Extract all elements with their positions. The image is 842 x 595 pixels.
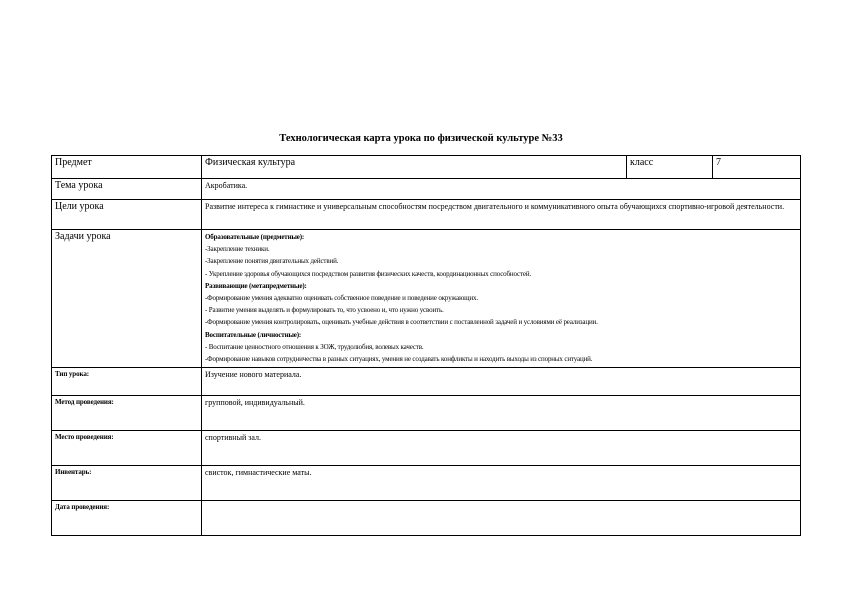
row-goals [52, 200, 801, 230]
tasks-item: -Закрепление понятия двигательных действий. [205, 257, 339, 266]
date-label: Дата проведения: [52, 501, 202, 536]
lesson-type-value: Изучение нового материала. [202, 368, 801, 396]
row-method [52, 396, 801, 431]
tasks-heading-developing: Развивающие (метапредметные): [205, 281, 307, 290]
tasks-item: -Закрепление техники. [205, 245, 270, 254]
method-label: Метод проведения: [52, 396, 202, 431]
method-value: групповой, индивидуальный. [202, 396, 801, 431]
tasks-label: Задачи урока [52, 230, 202, 368]
topic-label: Тема урока [52, 179, 202, 200]
document-title: Технологическая карта урока по физической культуре №33 [279, 133, 563, 144]
place-label: Место проведения: [52, 431, 202, 466]
tasks-item: - Укрепление здоровья обучающихся посредством развития физических качеств, координационных способностей. [205, 269, 532, 278]
row-subject [52, 156, 801, 179]
row-date [52, 501, 801, 536]
lesson-card-table [51, 155, 801, 536]
inventory-label: Инвентарь: [52, 466, 202, 501]
subject-label: Предмет [52, 156, 202, 179]
tasks-item: -Формирование умения адекватно оценивать собственное поведение и поведение окружающих. [205, 294, 478, 303]
class-value: 7 [713, 156, 801, 179]
inventory-value: свисток, гимнастические маты. [202, 466, 801, 501]
class-label: класс [627, 156, 713, 179]
goals-value: Развитие интереса к гимнастике и универсальным способностям посредством двигательного и коммуникативного опыта обучающихся спортивно-игровой деятельности. [202, 200, 801, 230]
place-value: спортивный зал. [202, 431, 801, 466]
tasks-heading-educational: Образовательные (предметные): [205, 233, 305, 241]
tasks-item: -Формирование навыков сотрудничества в разных ситуациях, умения не создавать конфликты и находить выходы из спорных ситуаций. [205, 355, 593, 364]
row-lesson-type [52, 368, 801, 396]
row-place [52, 431, 801, 466]
row-inventory [52, 466, 801, 501]
tasks-list [202, 230, 801, 368]
tasks-item: - Развитие умения выделять и формулировать то, что усвоено и, что нужно усвоить. [205, 306, 444, 315]
row-tasks [52, 230, 801, 368]
lesson-type-label: Тип урока: [52, 368, 202, 396]
goals-label: Цели урока [52, 200, 202, 230]
row-topic [52, 179, 801, 200]
tasks-item: - Воспитание ценностного отношения к ЗОЖ, трудолюбия, волевых качеств. [205, 342, 424, 351]
tasks-heading-upbringing: Воспитательные (личностные): [205, 330, 302, 339]
subject-value: Физическая культура [202, 156, 627, 179]
tasks-item: -Формирование умения контролировать, оценивать учебные действия в соответствии с поставленной задачей и условиями её реализации. [205, 318, 598, 327]
date-value [202, 501, 801, 536]
topic-value: Акробатика. [202, 179, 801, 200]
